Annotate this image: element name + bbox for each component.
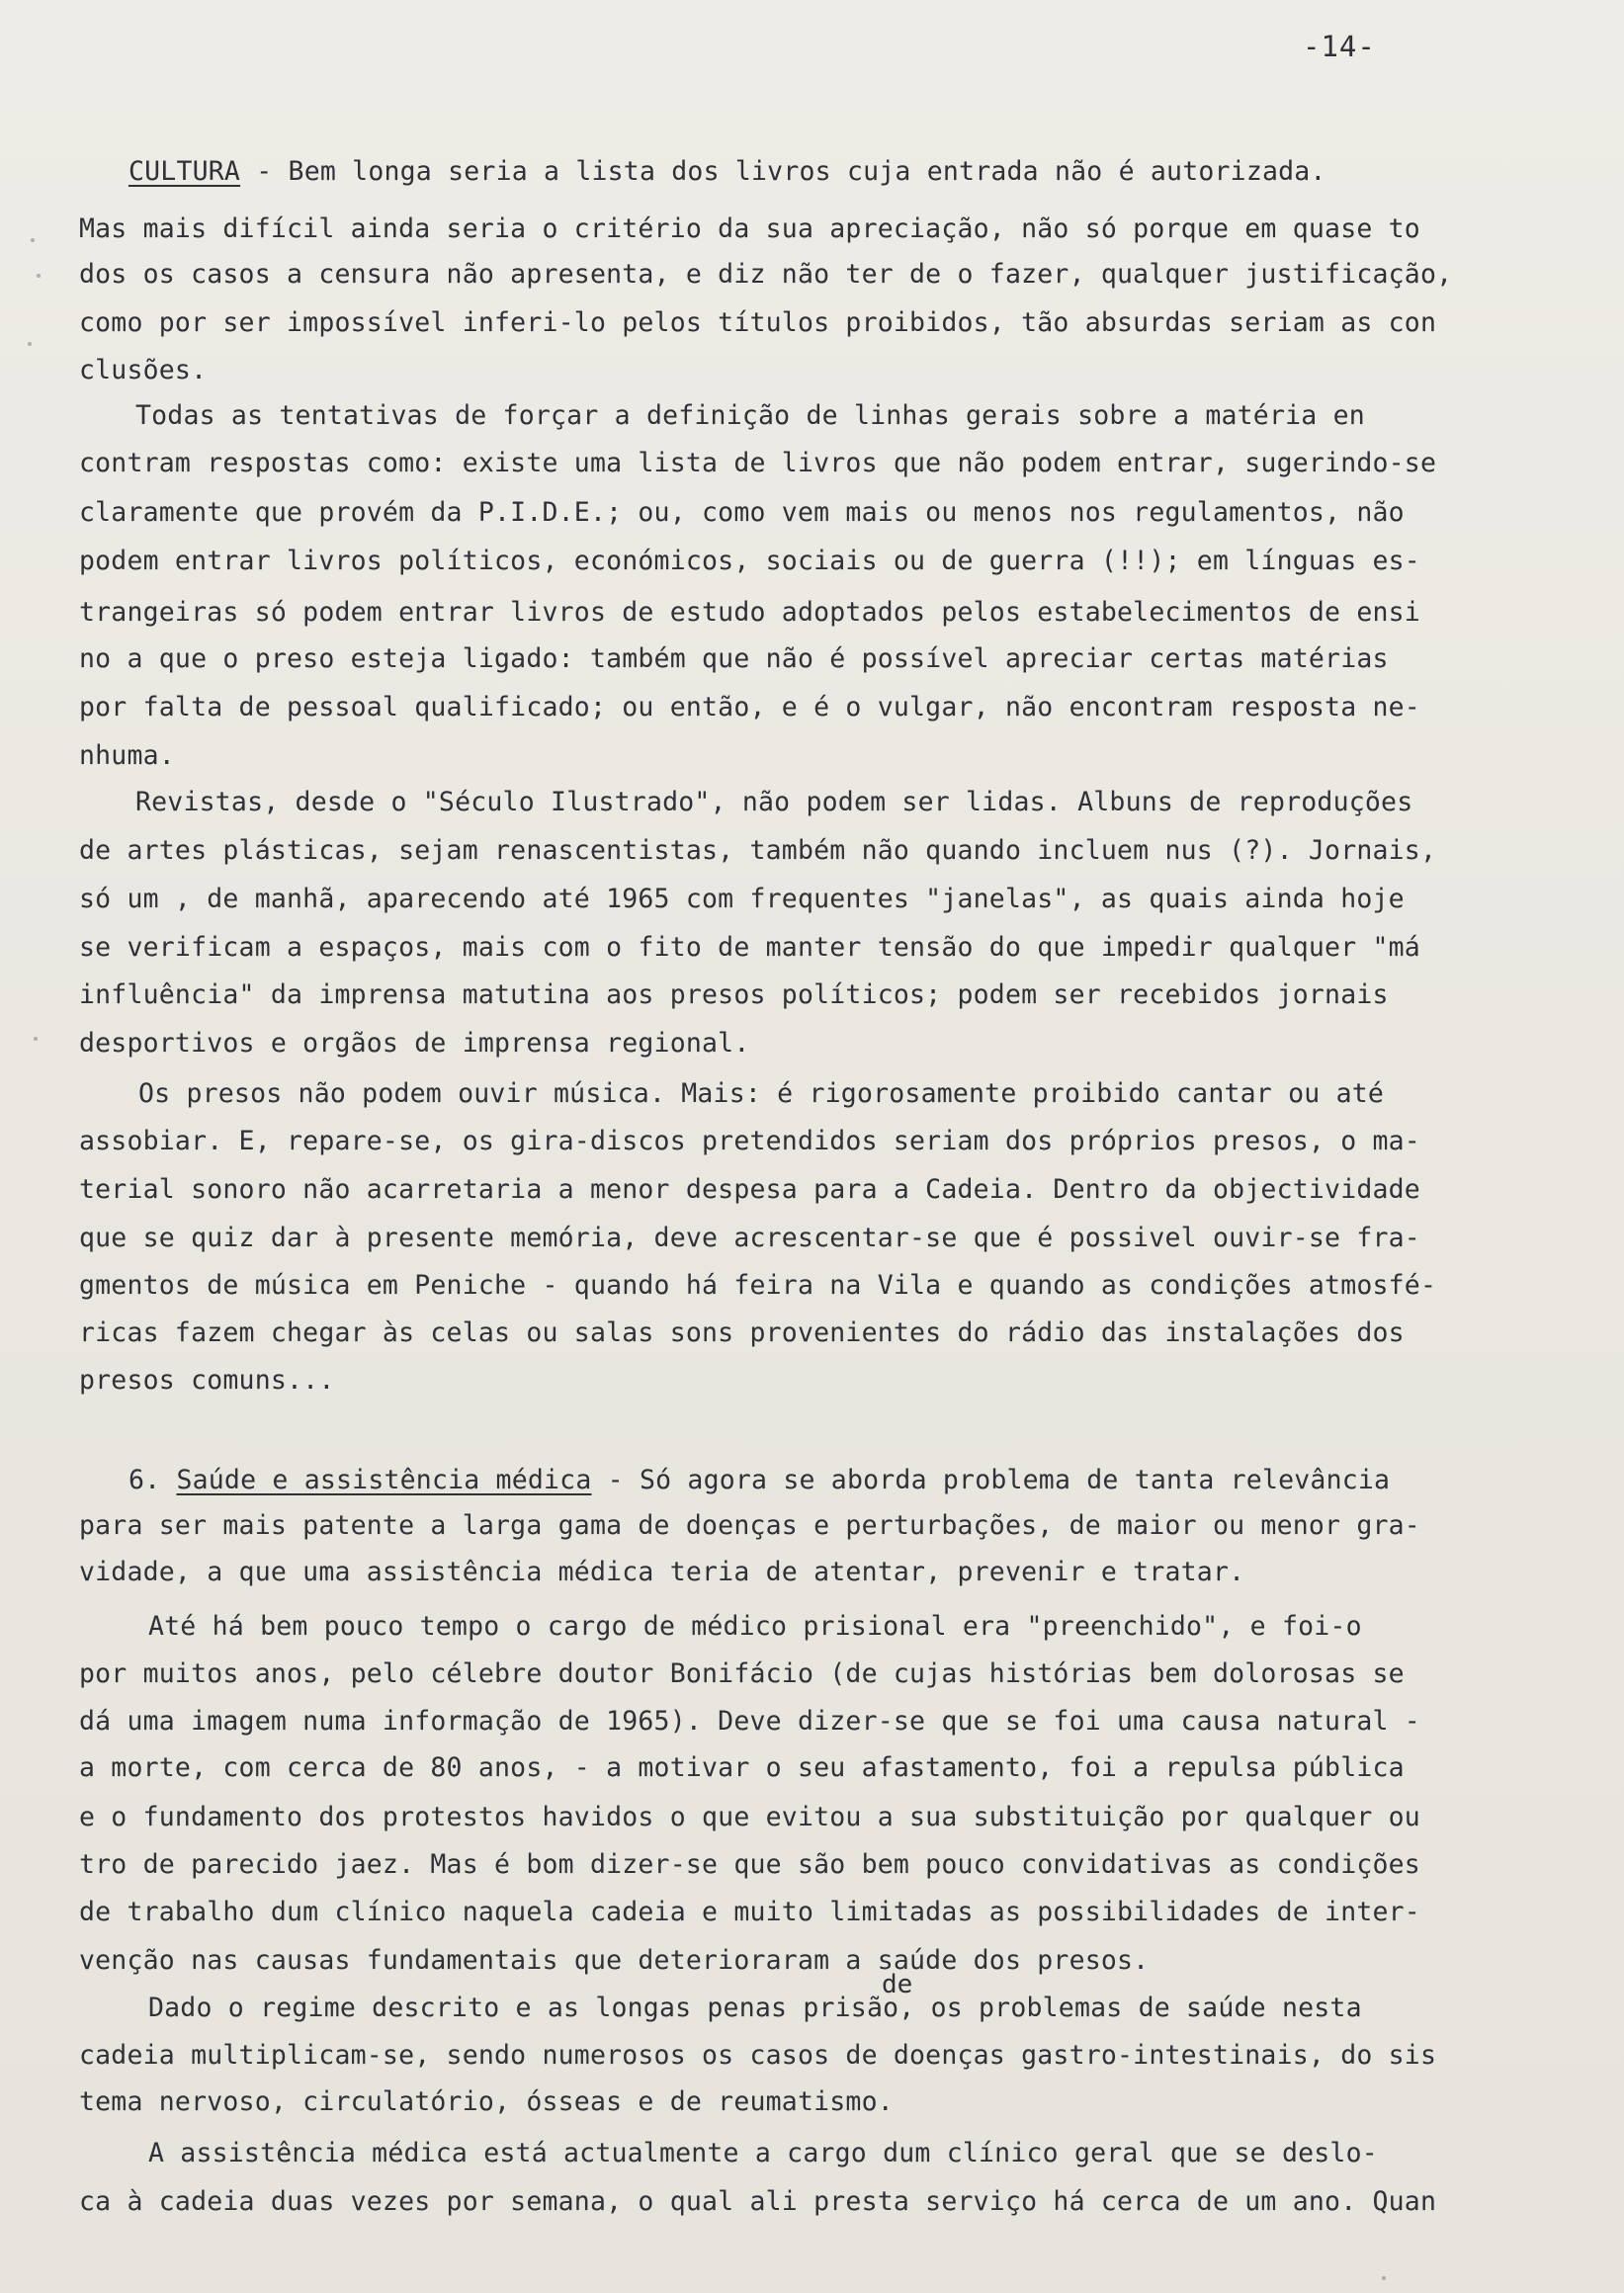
line-text: no a que o preso esteja ligado: também que não é possível apreciar certas matérias <box>79 643 1389 674</box>
text-line <box>79 1223 1420 1253</box>
text-line <box>148 2138 1378 2168</box>
line-text: dá uma imagem numa informação de 1965). Deve dizer-se que se foi uma causa natural - <box>79 1706 1420 1737</box>
text-line <box>135 787 1412 817</box>
line-text: se verificam a espaços, mais com o fito de manter tensão do que impedir qualquer "má <box>79 932 1420 963</box>
line-text: podem entrar livros políticos, económicos, sociais ou de guerra (!!); em línguas es- <box>79 546 1420 576</box>
line-text: dos os casos a censura não apresenta, e diz não ter de o fazer, qualquer justificação, <box>79 259 1453 290</box>
text-line <box>79 2040 1436 2071</box>
text-line <box>79 932 1420 963</box>
line-text: Os presos não podem ouvir música. Mais: é rigorosamente proibido cantar ou até <box>138 1078 1385 1109</box>
line-text: Mas mais difícil ainda seria o critério da sua apreciação, não só porque em quase to <box>79 213 1420 244</box>
line-text: desportivos e orgãos de imprensa regional. <box>79 1028 750 1059</box>
line-text: só um , de manhã, aparecendo até 1965 com frequentes "janelas", as quais ainda hoje <box>79 884 1405 914</box>
line-text: tro de parecido jaez. Mas é bom dizer-se que são bem pouco convidativas as condições <box>79 1849 1420 1880</box>
text-line <box>79 2186 1436 2217</box>
line-text: influência" da imprensa matutina aos presos políticos; podem ser recebidos jornais <box>79 979 1389 1010</box>
text-line <box>79 1510 1420 1541</box>
text-line <box>79 1658 1405 1689</box>
underlined-heading: CULTURA <box>128 156 241 187</box>
text-line <box>79 259 1452 290</box>
line-text: por muitos anos, pelo célebre doutor Bonifácio (de cujas histórias bem dolorosas se <box>79 1658 1405 1689</box>
line-text: terial sonoro não acarretaria a menor despesa para a Cadeia. Dentro da objectividade <box>79 1174 1420 1205</box>
line-text: por falta de pessoal qualificado; ou então, e é o vulgar, não encontram resposta ne- <box>79 692 1420 722</box>
line-text: venção nas causas fundamentais que deterioraram a saúde dos presos. <box>79 1945 1150 1976</box>
superscript-de: de <box>882 1970 913 1999</box>
paper-speck <box>28 342 32 346</box>
text-line <box>135 400 1365 431</box>
text-line <box>79 597 1420 628</box>
line-text: para ser mais patente a larga gama de doenças e perturbações, de maior ou menor gra- <box>79 1510 1420 1541</box>
text-line <box>138 1078 1384 1109</box>
line-text: e o fundamento dos protestos havidos o que evitou a sua substituição por qualquer ou <box>79 1802 1420 1832</box>
line-text: Todas as tentativas de forçar a definição de linhas gerais sobre a matéria en <box>135 400 1365 431</box>
line-text: 6. <box>128 1465 177 1495</box>
text-line <box>79 213 1420 244</box>
text-line <box>79 1706 1420 1737</box>
line-text: claramente que provém da P.I.D.E.; ou, como vem mais ou menos nos regulamentos, não <box>79 497 1405 528</box>
line-text: contram respostas como: existe uma lista de livros que não podem entrar, sugerindo-se <box>79 448 1437 478</box>
text-line <box>79 1317 1405 1348</box>
paper-speck <box>37 274 41 278</box>
line-text: de artes plásticas, sejam renascentistas, também não quando incluem nus (?). Jornais, <box>79 835 1437 866</box>
line-text: cadeia multiplicam-se, sendo numerosos os casos de doenças gastro-intestinais, do sis <box>79 2040 1437 2071</box>
text-line <box>79 2086 894 2117</box>
paper-speck <box>31 238 35 242</box>
text-line <box>79 307 1436 338</box>
text-line <box>79 1126 1420 1156</box>
text-line <box>79 1174 1420 1205</box>
text-line <box>79 1557 1244 1587</box>
text-line <box>79 1897 1420 1927</box>
text-line <box>148 1993 1362 2023</box>
line-text: ricas fazem chegar às celas ou salas sons provenientes do rádio das instalações dos <box>79 1317 1405 1348</box>
text-line <box>79 835 1436 866</box>
line-text: tema nervoso, circulatório, ósseas e de reumatismo. <box>79 2086 894 2117</box>
line-text: ca à cadeia duas vezes por semana, o qual ali presta serviço há cerca de um ano. Quan <box>79 2186 1437 2217</box>
line-text: Dado o regime descrito e as longas penas prisão, os problemas de saúde nesta <box>148 1993 1362 2023</box>
line-text: a morte, com cerca de 80 anos, - a motivar o seu afastamento, foi a repulsa pública <box>79 1752 1405 1783</box>
text-line <box>79 1945 1149 1976</box>
text-line <box>79 448 1436 478</box>
text-line <box>79 692 1420 722</box>
line-text: A assistência médica está actualmente a cargo dum clínico geral que se deslo- <box>148 2138 1378 2168</box>
text-line <box>79 1270 1436 1301</box>
paper-speck <box>34 1037 38 1041</box>
text-line <box>79 1365 334 1396</box>
text-line <box>79 1802 1420 1832</box>
text-line <box>79 546 1420 576</box>
text-line <box>79 355 207 385</box>
line-text: nhuma. <box>79 740 175 771</box>
underlined-heading: Saúde e assistência médica <box>176 1465 592 1495</box>
text-line <box>128 156 1326 187</box>
text-line <box>128 1465 1390 1495</box>
line-text: como por ser impossível inferi-lo pelos títulos proibidos, tão absurdas seriam as con <box>79 307 1437 338</box>
line-text: que se quiz dar à presente memória, deve acrescentar-se que é possivel ouvir-se fra- <box>79 1223 1420 1253</box>
text-line <box>79 497 1405 528</box>
text-line <box>79 884 1405 914</box>
line-text: vidade, a que uma assistência médica teria de atentar, prevenir e tratar. <box>79 1557 1245 1587</box>
text-line <box>79 1849 1420 1880</box>
text-line <box>79 740 175 771</box>
page-number: -14- <box>1303 30 1376 63</box>
text-line <box>79 643 1389 674</box>
text-line <box>148 1611 1362 1642</box>
line-text: gmentos de música em Peniche - quando há feira na Vila e quando as condições atmosfé- <box>79 1270 1437 1301</box>
line-text: assobiar. E, repare-se, os gira-discos pretendidos seriam dos próprios presos, o ma- <box>79 1126 1420 1156</box>
line-text: de trabalho dum clínico naquela cadeia e muito limitadas as possibilidades de inter- <box>79 1897 1420 1927</box>
text-line <box>79 1028 749 1059</box>
line-text: clusões. <box>79 355 208 385</box>
paper-speck <box>1382 2276 1386 2280</box>
line-text-continued: - Bem longa seria a lista dos livros cuja entrada não é autorizada. <box>240 156 1326 187</box>
line-text-continued: - Só agora se aborda problema de tanta relevância <box>591 1465 1391 1495</box>
text-line <box>79 1752 1405 1783</box>
line-text: trangeiras só podem entrar livros de estudo adoptados pelos estabelecimentos de ensi <box>79 597 1420 628</box>
line-text: presos comuns... <box>79 1365 335 1396</box>
line-text: Revistas, desde o "Século Ilustrado", não podem ser lidas. Albuns de reproduções <box>135 787 1413 817</box>
text-line <box>79 979 1389 1010</box>
line-text: Até há bem pouco tempo o cargo de médico prisional era "preenchido", e foi-o <box>148 1611 1362 1642</box>
